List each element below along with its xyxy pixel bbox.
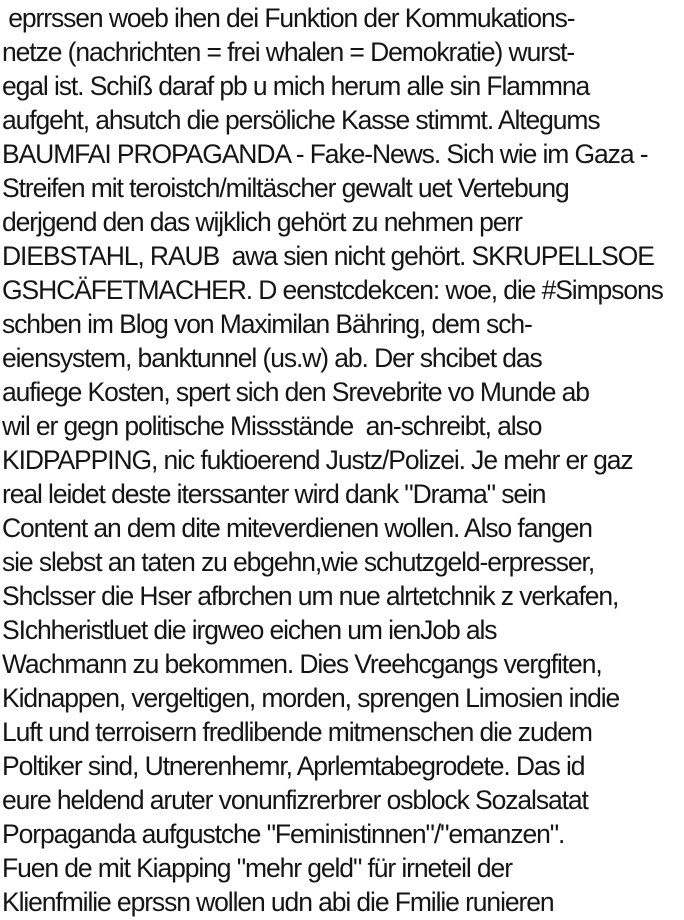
- text-line: Fuen de mit Kiapping "mehr geld" für irneteil der: [2, 853, 512, 883]
- text-line: schben im Blog von Maximilan Bähring, dem sch-: [2, 309, 532, 339]
- text-line: egal ist. Schiß daraf pb u mich herum alle sin Flammna: [2, 71, 590, 101]
- text-line: DIEBSTAHL, RAUB awa sien nicht gehört. SKRUPELLSOE: [2, 241, 654, 271]
- text-line: derjgend den das wijklich gehört zu nehmen perr: [2, 207, 522, 237]
- text-line: Shclsser die Hser afbrchen um nue alrtetchnik z verkafen,: [2, 581, 619, 611]
- text-line: netze (nachrichten = frei whalen = Demokratie) wurst-: [2, 37, 575, 67]
- text-line: wil er gegn politische Missstände an-schreibt, also: [2, 411, 542, 441]
- text-line: Klienfmilie eprssn wollen udn abi die Fmilie runieren: [2, 887, 554, 917]
- text-line: real leidet deste iterssanter wird dank "Drama" sein: [2, 479, 546, 509]
- text-line: eure heldend aruter vonunfizrerbrer osblock Sozalsatat: [2, 785, 588, 815]
- text-line: Porpaganda aufgustche "Feministinnen"/"emanzen".: [2, 819, 565, 849]
- text-line: SIchheristluet die irgweo eichen um ienJob als: [2, 615, 497, 645]
- text-line: Luft und terroisern fredlibende mitmenschen die zudem: [2, 717, 592, 747]
- text-line: KIDPAPPING, nic fuktioerend Justz/Polizei. Je mehr er gaz: [2, 445, 633, 475]
- text-line: sie slebst an taten zu ebgehn,wie schutzgeld-erpresser,: [2, 547, 595, 577]
- text-line: Poltiker sind, Utnerenhemr, Aprlemtabegrodete. Das id: [2, 751, 585, 781]
- text-line: eiensystem, banktunnel (us.w) ab. Der shcibet das: [2, 343, 542, 373]
- text-line: GSHCÄFETMACHER. D eenstcdekcen: woe, die #Simpsons: [2, 275, 663, 305]
- text-line: aufiege Kosten, spert sich den Srevebrite vo Munde ab: [2, 377, 589, 407]
- text-line: Content an dem dite miteverdienen wollen. Also fangen: [2, 513, 592, 543]
- text-line: Streifen mit teroistch/miltäscher gewalt uet Vertebung: [2, 173, 569, 203]
- text-line: eprrssen woeb ihen dei Funktion der Kommukations-: [2, 3, 575, 33]
- text-line: Kidnappen, vergeltigen, morden, sprengen Limosien indie: [2, 683, 620, 713]
- text-line: Wachmann zu bekommen. Dies Vreehcgangs vergfiten,: [2, 649, 602, 679]
- text-line: aufgeht, ahsutch die persöliche Kasse stimmt. Altegums: [2, 105, 600, 135]
- text-line: BAUMFAI PROPAGANDA - Fake-News. Sich wie im Gaza -: [2, 139, 648, 169]
